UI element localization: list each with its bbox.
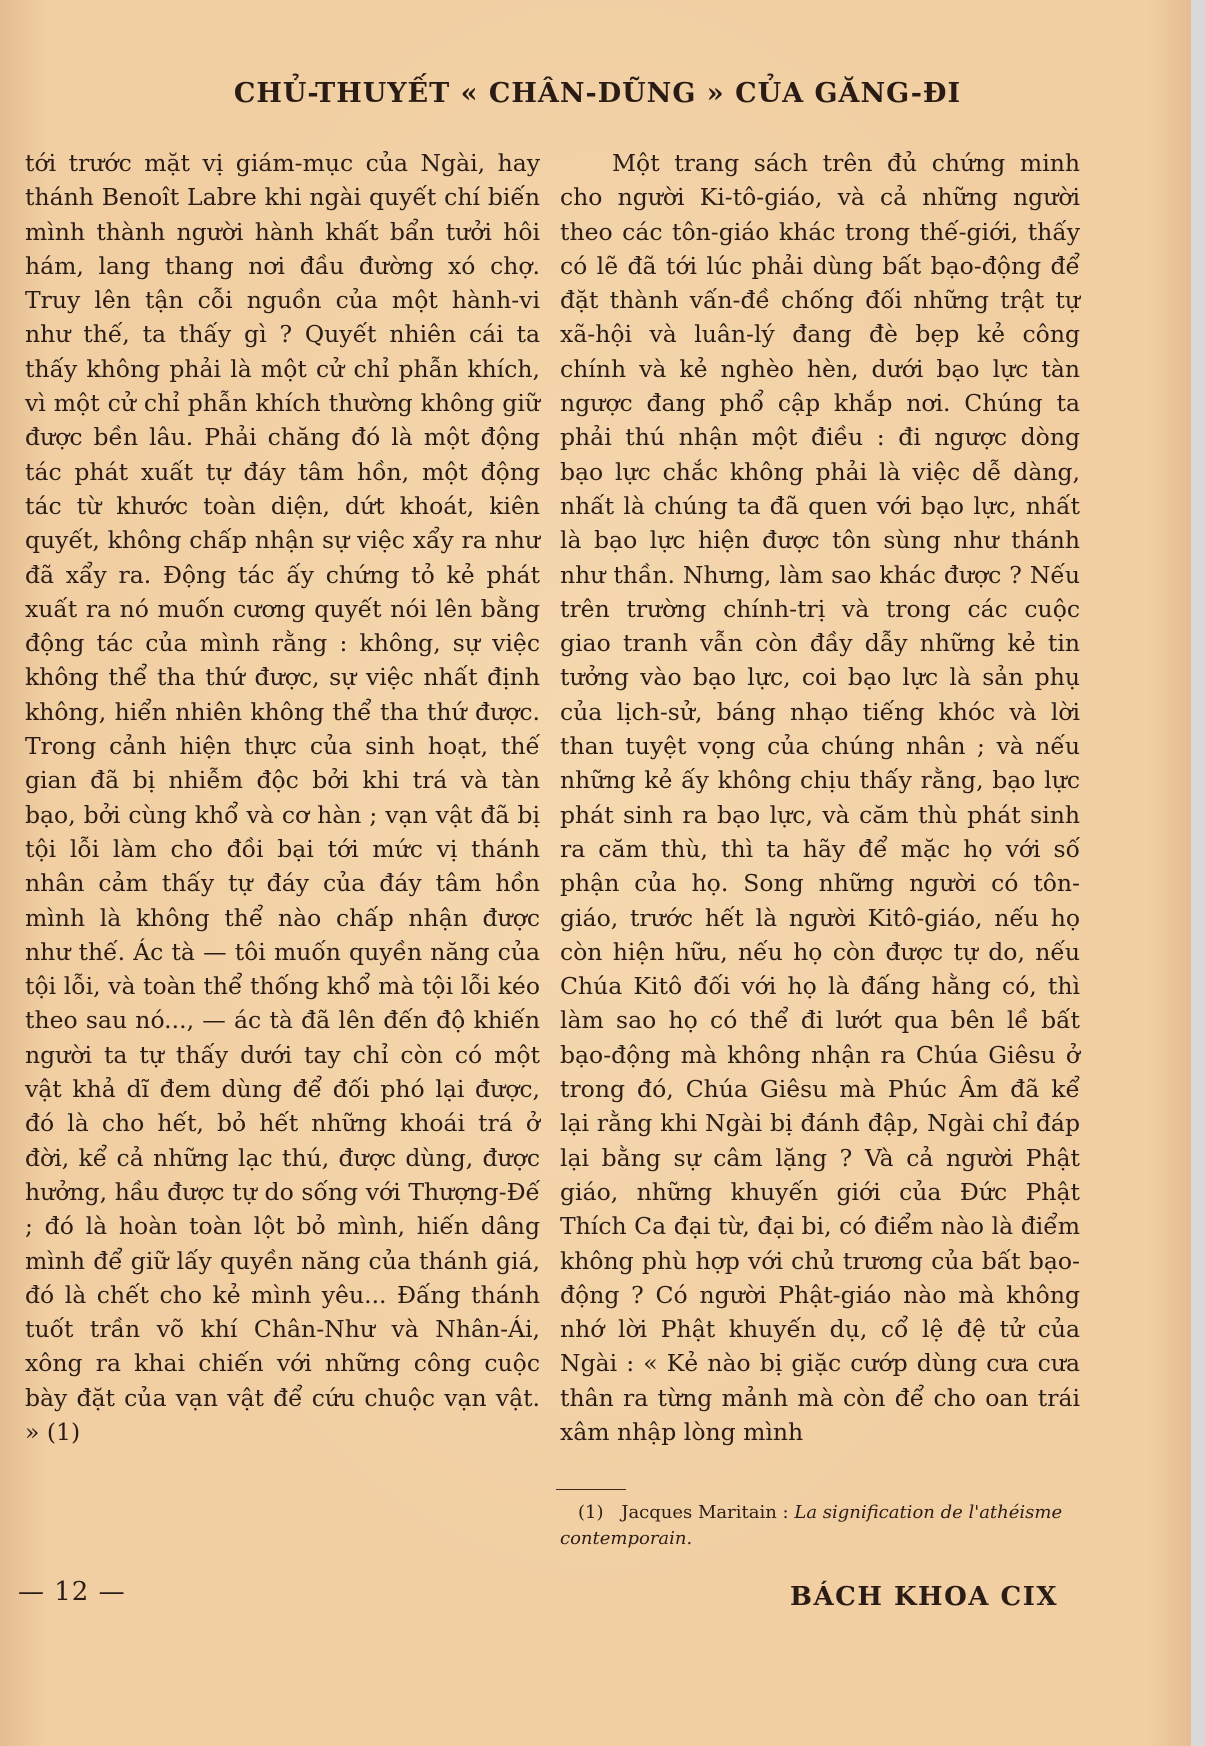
scan-edge [1191,0,1205,1746]
footnote-title: La signification de l'athéisme contemporain. [560,1502,1063,1549]
footnote-rule [556,1489,626,1490]
left-column-text: tới trước mặt vị giám-mục của Ngài, hay thánh Benoît Labre khi ngài quyết chí biến mình thành người hành khất bẩn tưởi hôi hám, lang thang nơi đầu đường xó chợ. Truy lên tận cỗi nguồn của một hành-vi như thế, ta thấy gì ? Quyết nhiên cái ta thấy không phải là một cử chỉ phẫn khích, vì một cử chỉ phẫn khích thường không giữ được bền lâu. Phải chăng đó là một động tác phát xuất tự đáy tâm hồn, một động tác từ khước toàn diện, dứt khoát, kiên quyết, không chấp nhận sự việc xẩy ra như đã xẩy ra. Động tác ấy chứng tỏ kẻ phát xuất ra nó muốn cương quyết nói lên bằng động tác của mình rằng : không, sự việc không thể tha thứ được, sự việc nhất định không, hiển nhiên không thể tha thứ được. Trong cảnh hiện thực của sinh hoạt, thế gian đã bị nhiễm độc bởi khi trá và tàn bạo, bởi cùng khổ và cơ hàn ; vạn vật đã bị tội lỗi làm cho đồi bại tới mức vị thánh nhân cảm thấy tự đáy của đáy tâm hồn mình là không thể nào chấp nhận được như thế. Ác tà — tôi muốn quyền năng của tội lỗi, và toàn thể thống khổ mà tội lỗi kéo theo sau nó..., — ác tà đã lên đến độ khiến người ta tự thấy dưới tay chỉ còn có một vật khả dĩ đem dùng để đối phó lại được, đó là cho hết, bỏ hết những khoái trá ở đời, kể cả những lạc thú, được dùng, được hưởng, hầu được tự do sống với Thượng-Đế ; đó là hoàn toàn lột bỏ mình, hiến dâng mình để giữ lấy quyền năng của thánh giá, đó là chết cho kẻ mình yêu... Đấng thánh tuốt trần võ khí Chân-Như và Nhân-Ái, xông ra khai chiến với những công cuộc bày đặt của vạn vật để cứu chuộc vạn vật. » (1) [25,149,540,1446]
footnote [560,1500,1080,1552]
running-header: CHỦ-THUYẾT « CHÂN-DŨNG » CỦA GĂNG-ĐI [233,78,962,109]
left-column [25,146,540,1449]
journal-name: BÁCH KHOA CIX [790,1582,1059,1612]
right-column-text: Một trang sách trên đủ chứng minh cho người Ki-tô-giáo, và cả những người theo các tôn-giáo khác trong thế-giới, thấy có lẽ đã tới lúc phải dùng bất bạo-động để đặt thành vấn-đề chống đối những trật tự xã-hội và luân-lý đang đè bẹp kẻ công chính và kẻ nghèo hèn, dưới bạo lực tàn ngược đang phổ cập khắp nơi. Chúng ta phải thú nhận một điều : đi ngược dòng bạo lực chắc không phải là việc dễ dàng, nhất là chúng ta đã quen với bạo lực, nhất là bạo lực hiện được tôn sùng như thánh như thần. Nhưng, làm sao khác được ? Nếu trên trường chính-trị và trong các cuộc giao tranh vẫn còn đầy dẫy những kẻ tin tưởng vào bạo lực, coi bạo lực là sản phụ của lịch-sử, báng nhạo tiếng khóc và lời than tuyệt vọng của chúng nhân ; và nếu những kẻ ấy không chịu thấy rằng, bạo lực phát sinh ra bạo lực, và căm thù phát sinh ra căm thù, thì ta hãy để mặc họ với số phận của họ. Song những người có tôn-giáo, trước hết là người Kitô-giáo, nếu họ còn hiện hữu, nếu họ còn được tự do, nếu Chúa Kitô đối với họ là đấng hằng có, thì làm sao họ có thể đi lướt qua bên lề bất bạo-động mà không nhận ra Chúa Giêsu ở trong đó, Chúa Giêsu mà Phúc Âm đã kể lại rằng khi Ngài bị đánh đập, Ngài chỉ đáp lại bằng sự câm lặng ? Và cả người Phật giáo, những khuyến giới của Đức Phật Thích Ca đại từ, đại bi, có điểm nào là điểm không phù hợp với chủ trương của bất bạo-động ? Có người Phật-giáo nào mà không nhớ lời Phật khuyến dụ, cổ lệ đệ tử của Ngài : « Kẻ nào bị giặc cướp dùng cưa cưa thân ra từng mảnh mà còn để cho oan trái xâm nhập lòng mình [560,149,1080,1446]
page-number: — 12 — [18,1577,126,1607]
footnote-author: Jacques Maritain : [621,1502,789,1523]
footnote-marker: (1) [578,1502,604,1523]
right-column [560,146,1080,1449]
